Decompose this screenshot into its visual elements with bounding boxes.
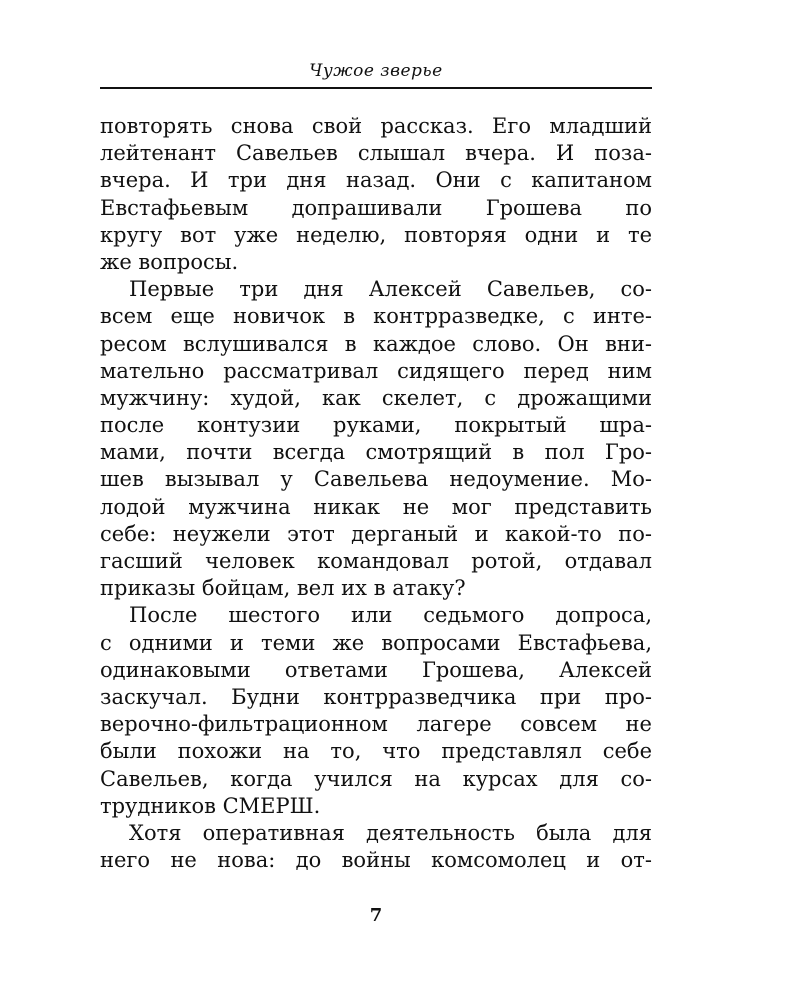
running-head-title: Чужое зверье (309, 61, 443, 81)
text-line: лейтенант Савельев слышал вчера. И поза- (100, 141, 652, 166)
text-line: вчера. И три дня назад. Они с капитаном (100, 168, 652, 193)
text-line: шев вызывал у Савельева недоумение. Мо- (100, 467, 652, 492)
text-line: одинаковыми ответами Грошева, Алексей (100, 657, 652, 682)
text-line: мами, почти всегда смотрящий в пол Гро- (100, 440, 652, 465)
text-line: гасший человек командовал ротой, отдавал (100, 549, 652, 573)
text-line: мательно рассматривал сидящего перед ним (100, 358, 652, 383)
text-line: после контузии руками, покрытый шра- (100, 413, 652, 438)
text-line: с одними и теми же вопросами Евстафьева, (100, 630, 652, 655)
text-line: верочно-фильтрационном лагере совсем не (100, 712, 652, 737)
text-line: лодой мужчина никак не мог представить (100, 494, 652, 519)
text-line: кругу вот уже неделю, повторяя одни и те (100, 222, 652, 247)
text-line: Первые три дня Алексей Савельев, со- (129, 277, 652, 302)
text-line: заскучал. Будни контрразведчика при про- (100, 684, 652, 709)
text-line: были похожи на то, что представлял себе (100, 739, 652, 764)
body-text (100, 113, 652, 874)
text-line: трудников СМЕРШ. (100, 793, 321, 818)
text-line: Савельев, когда учился на курсах для со- (100, 766, 652, 791)
page-number: 7 (369, 905, 383, 926)
text-line: же вопросы. (100, 249, 239, 274)
text-line: повторять снова свой рассказ. Его младший (100, 114, 652, 138)
text-line: всем еще новичок в контрразведке, с инте- (100, 304, 652, 329)
text-line: Хотя оперативная деятельность была для (129, 820, 652, 845)
text-line: Евстафьевым допрашивали Грошева по (100, 195, 652, 220)
text-line: него не нова: до войны комсомолец и от- (100, 848, 652, 873)
text-line: После шестого или седьмого допроса, (129, 603, 652, 628)
header-rule (100, 87, 652, 89)
text-line: мужчину: худой, как скелет, с дрожащими (100, 385, 652, 410)
text-line: приказы бойцам, вел их в атаку? (100, 576, 466, 601)
text-line: ресом вслушивался в каждое слово. Он вни- (100, 331, 652, 356)
text-line: себе: неужели этот дерганый и какой-то по- (100, 521, 652, 546)
